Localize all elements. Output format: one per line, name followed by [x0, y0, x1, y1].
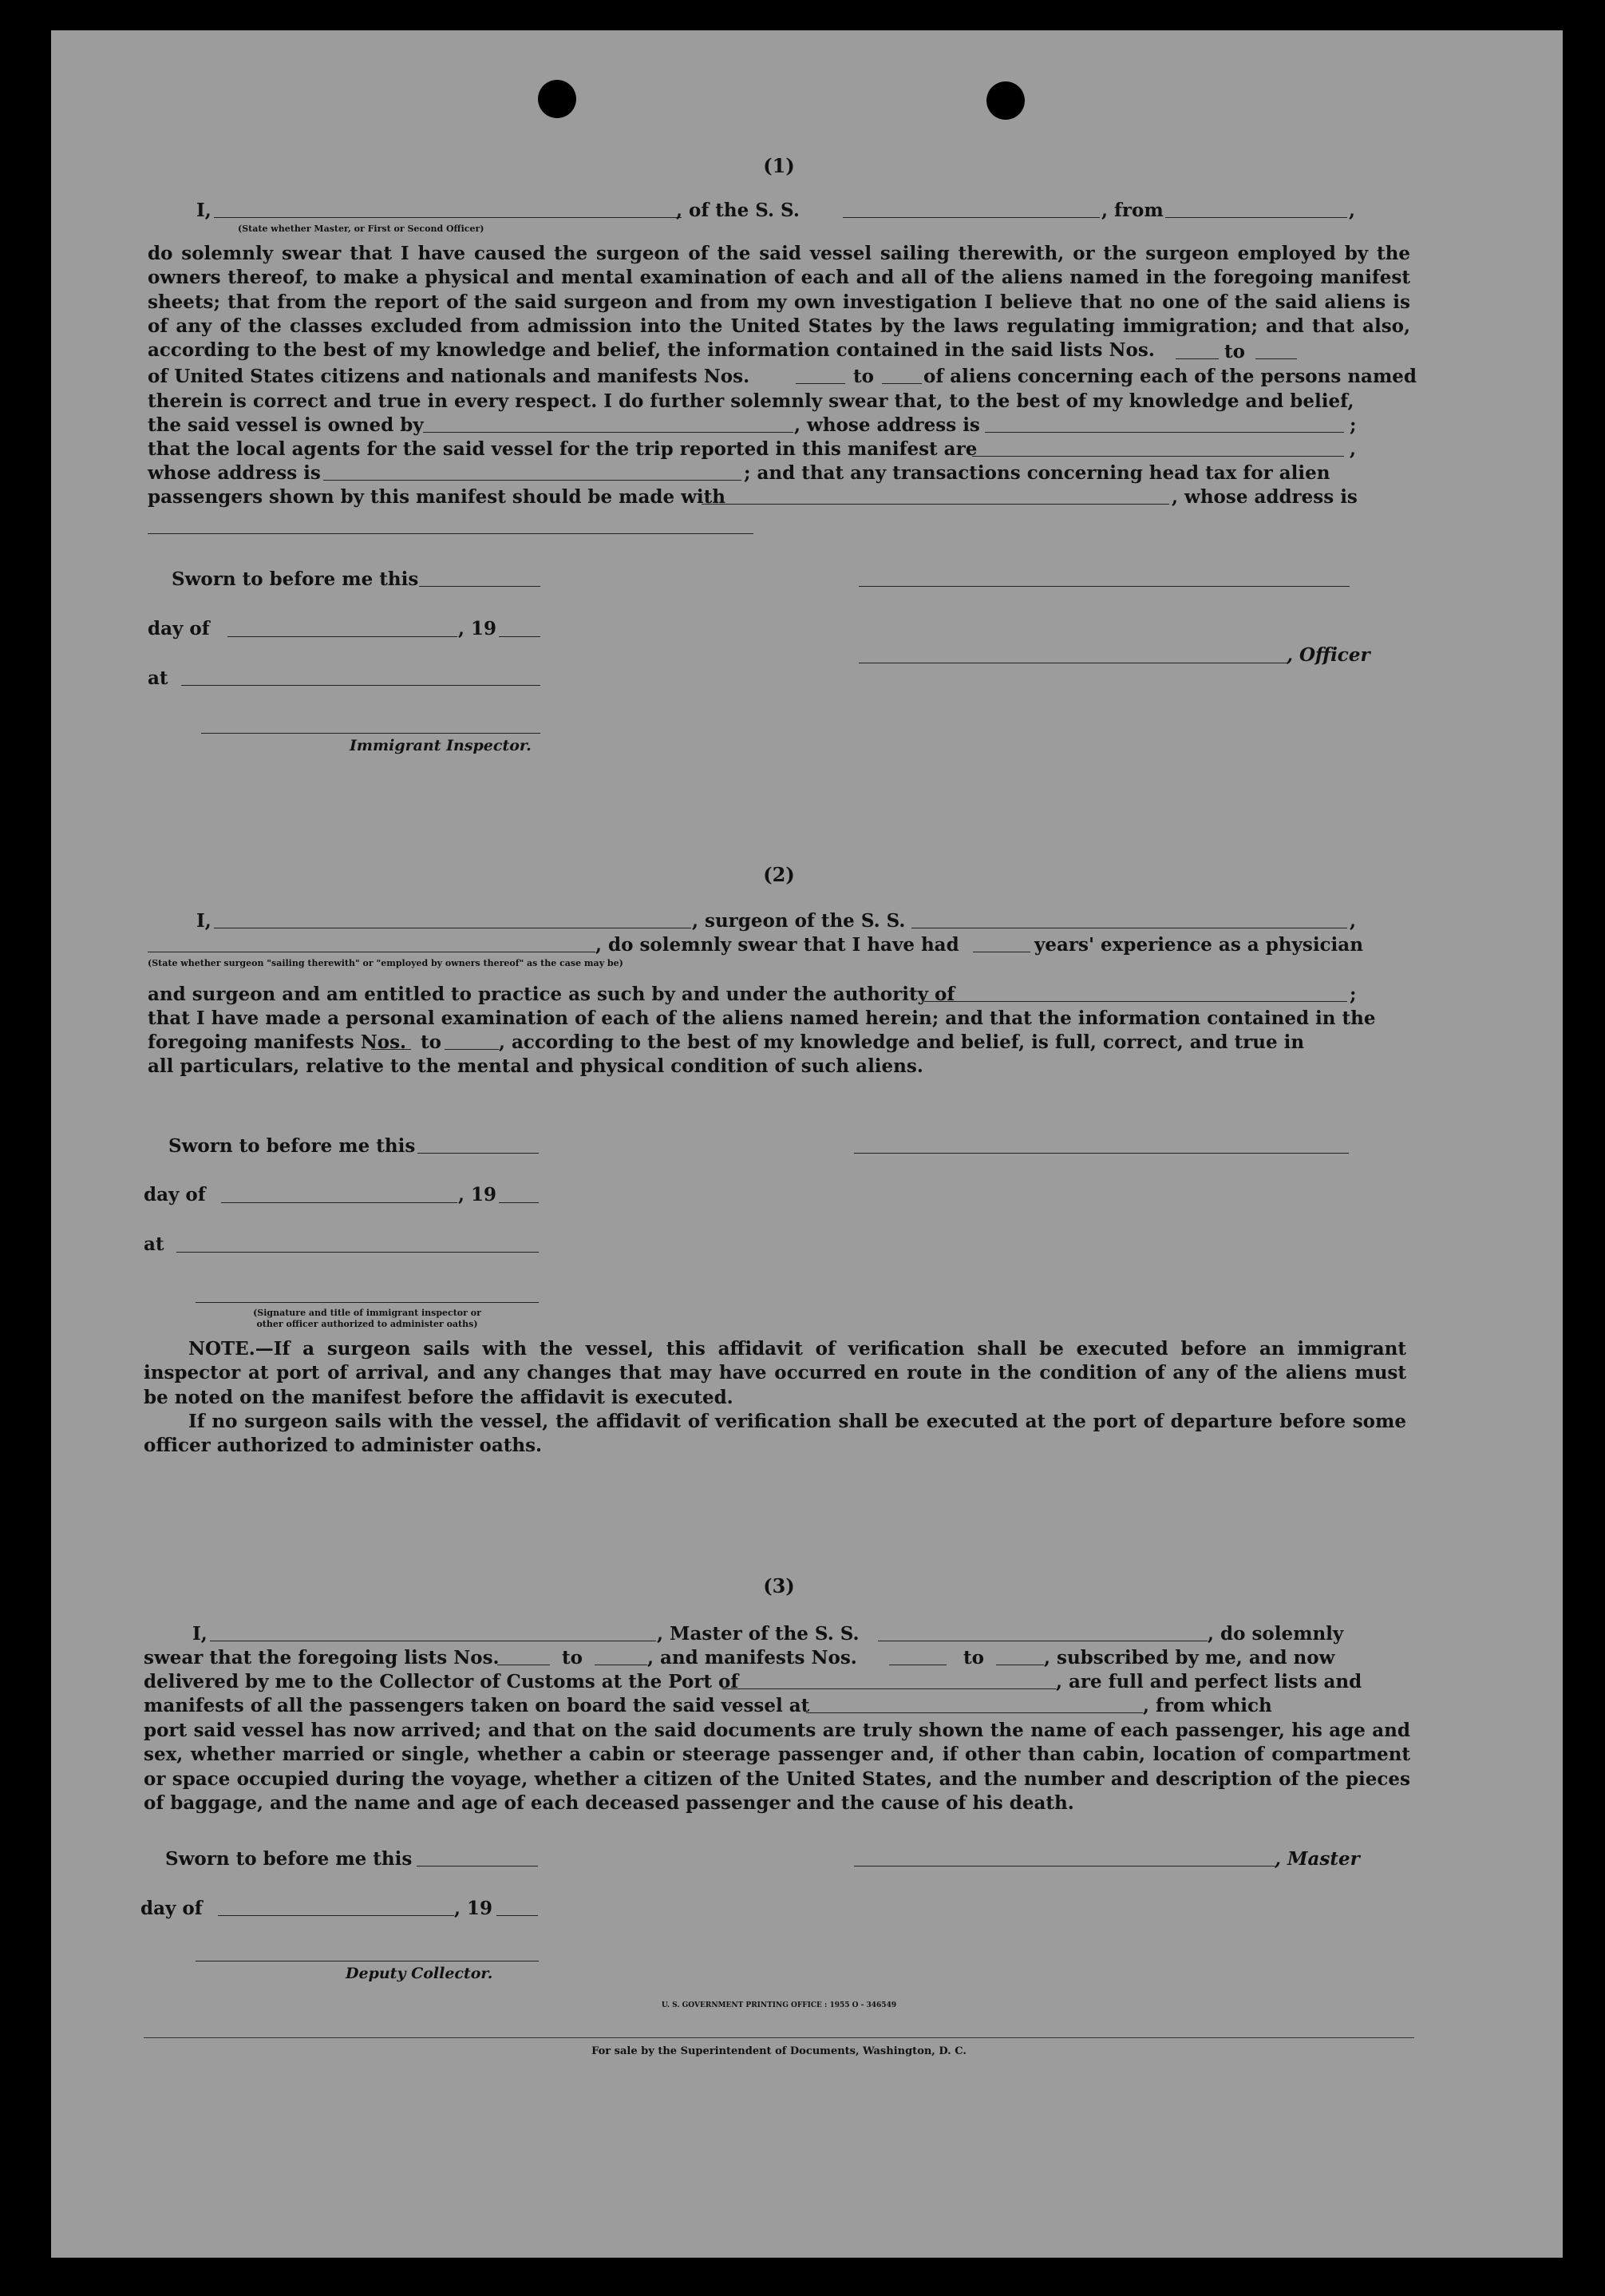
master-name-field[interactable]: [214, 217, 682, 218]
section-3-number: (3): [763, 1574, 795, 1597]
particulars-text: all particulars, relative to the mental and physical condition of such aliens.: [148, 1055, 923, 1077]
i-prefix: I,: [192, 1623, 208, 1645]
surgeon-experience-line: [148, 934, 1410, 968]
oath-text: do solemnly swear that I have caused the surgeon of the said vessel sailing therewith, or the surgeon employed by the owners thereof, to make a physical and mental examination of each and all of the aliens named in the foregoing manifest sheets; that from the report of the said surgeon and from my own investigation I believe that no one of the said aliens is of any of the classes excluded from admission into the United States by the laws regulating immigration; and that also, according to the best of my knowledge and belief, the information contained in the said lists Nos.: [148, 243, 1410, 362]
year-prefix: , 19: [458, 1184, 497, 1205]
foregoing-text: foregoing manifests Nos.: [148, 1031, 407, 1053]
local-agents-field[interactable]: [972, 456, 1344, 457]
at-field[interactable]: [176, 1252, 539, 1253]
day-of-label: day of: [148, 618, 210, 639]
lists-from-field[interactable]: [1176, 358, 1219, 359]
inspector-signature-line[interactable]: [196, 1302, 539, 1303]
and-manifests-text: , and manifests Nos.: [647, 1647, 857, 1669]
to-label: to: [963, 1647, 984, 1669]
from-label: , from: [1101, 200, 1164, 221]
punctuation: ;: [1350, 414, 1357, 436]
to-label: to: [1224, 341, 1245, 362]
note-label: NOTE.: [188, 1338, 255, 1360]
agents-address-line: [148, 462, 1410, 488]
punch-hole: [538, 80, 576, 118]
whose-address-label: , whose address is: [1172, 486, 1358, 508]
boarding-port-field[interactable]: [806, 1712, 1143, 1713]
owned-by-line: [148, 414, 1410, 440]
manifests-from-field[interactable]: [371, 1049, 411, 1050]
of-the-ss-label: , of the S. S.: [676, 200, 800, 221]
authority-text: and surgeon and am entitled to practice as such by and under the authority of: [148, 984, 955, 1005]
years-experience-text: years' experience as a physician: [1034, 934, 1363, 956]
agents-address-field[interactable]: [323, 480, 741, 481]
passengers-line: [148, 486, 1410, 512]
day-of-field[interactable]: [218, 1915, 454, 1916]
officer-signature-line[interactable]: [854, 1153, 1349, 1154]
lists-line: [144, 1647, 1410, 1673]
lists-to-field[interactable]: [1255, 358, 1297, 359]
local-agents-label: that the local agents for the said vessel for the trip reported in this manifest are: [148, 438, 978, 460]
authority-field[interactable]: [924, 1001, 1347, 1002]
according-text: , according to the best of my knowledge and belief, is full, correct, and true in: [499, 1031, 1305, 1053]
master-caption: , Master: [1275, 1848, 1360, 1870]
subscribed-text: , subscribed by me, and now: [1044, 1647, 1335, 1669]
whose-address-label: whose address is: [148, 462, 321, 484]
at-label: at: [148, 667, 168, 689]
foregoing-manifests-line: [148, 1031, 1410, 1057]
section-1-first-line: [148, 200, 1410, 234]
full-perfect-text: , are full and perfect lists and: [1056, 1671, 1362, 1692]
signature-caption-1: (Signature and title of immigrant inspector or: [253, 1308, 481, 1318]
inspector-caption: Immigrant Inspector.: [350, 737, 532, 754]
from-port-field[interactable]: [1165, 217, 1347, 218]
owner-address-field[interactable]: [985, 432, 1344, 433]
sworn-day-field[interactable]: [417, 1153, 539, 1154]
local-agents-line: [148, 438, 1410, 464]
day-of-field[interactable]: [221, 1202, 457, 1203]
do-solemnly-text: , do solemnly swear that I have had: [595, 934, 959, 956]
head-tax-address-field[interactable]: [148, 533, 753, 534]
punctuation: ,: [1350, 910, 1357, 932]
day-of-label: day of: [140, 1898, 203, 1919]
punch-hole: [986, 81, 1025, 120]
from-which-text: , from which: [1143, 1695, 1272, 1716]
manifests-to-field[interactable]: [445, 1049, 499, 1050]
authority-line: [148, 984, 1410, 1009]
surgeon-hint: (State whether surgeon "sailing therewith" or "employed by owners thereof" as the case may be): [148, 958, 623, 968]
section-2-number: (2): [763, 863, 795, 886]
day-of-label: day of: [144, 1184, 206, 1205]
manifests-of-all-text: manifests of all the passengers taken on board the said vessel at: [144, 1695, 810, 1716]
day-of-field[interactable]: [227, 636, 457, 637]
note-paragraph-1: [144, 1337, 1406, 1410]
officer-signature-line-1[interactable]: [859, 586, 1350, 587]
signature-caption-2: other officer authorized to administer oaths): [256, 1319, 478, 1329]
i-prefix: I,: [196, 200, 211, 221]
vessel-name-field[interactable]: [843, 217, 1100, 218]
owned-by-label: the said vessel is owned by: [148, 414, 424, 436]
particulars-line: [148, 1055, 1410, 1081]
sworn-day-field[interactable]: [419, 586, 540, 587]
delivered-text: delivered by me to the Collector of Customs at the Port of: [144, 1671, 739, 1692]
boarding-line: [144, 1695, 1410, 1720]
citizens-line: [148, 366, 1417, 391]
of-aliens-text: of aliens concerning each of the persons named: [923, 366, 1417, 387]
to-label: to: [562, 1647, 583, 1669]
master-of-ss-label: , Master of the S. S.: [657, 1623, 860, 1645]
oath-text: port said vessel has now arrived; and that on the said documents are truly shown the name of each passenger, his age and sex, whether married or single, whether a cabin or steerage passenger and, if other than cabin, location of compartment or space occupied during the voyage, whether a citizen of the United States, and the number and description of the pieces of baggage, and the name and age of each deceased passenger and the cause of his death.: [144, 1720, 1410, 1814]
section-1-number: (1): [763, 154, 795, 177]
sworn-label: Sworn to before me this: [165, 1848, 413, 1870]
head-tax-contact-field[interactable]: [702, 504, 1169, 505]
note-text-1: —If a surgeon sails with the vessel, this affidavit of verification shall be executed before an immigrant inspector at port of arrival, and any changes that may have occurred en route in the condition of any of the aliens must be noted on the manifest before the affidavit is executed.: [144, 1338, 1406, 1408]
swear-lists-text: swear that the foregoing lists Nos.: [144, 1647, 500, 1669]
year-field[interactable]: [499, 636, 540, 637]
to-label: to: [421, 1031, 441, 1053]
lists-numbers-line: [148, 341, 1410, 366]
collector-caption: Deputy Collector.: [346, 1965, 493, 1982]
punctuation: ,: [1349, 200, 1356, 221]
inspector-signature-line[interactable]: [201, 733, 540, 734]
printing-office-line: U. S. GOVERNMENT PRINTING OFFICE : 1955 O - 346549: [661, 2001, 897, 2009]
port-line: [144, 1671, 1410, 1696]
to-label: to: [853, 366, 874, 387]
year-field[interactable]: [499, 1202, 539, 1203]
owner-field[interactable]: [423, 432, 793, 433]
passengers-text: passengers shown by this manifest should be made with: [148, 486, 725, 508]
note-paragraph-2: [144, 1410, 1406, 1459]
punctuation: ,: [1350, 438, 1357, 460]
citizens-text: of United States citizens and nationals and manifests Nos.: [148, 366, 750, 387]
sworn-label: Sworn to before me this: [168, 1135, 416, 1157]
whose-address-label: , whose address is: [794, 414, 980, 436]
section-2-first-line: [148, 910, 1410, 936]
year-prefix: , 19: [458, 618, 497, 639]
i-prefix: I,: [196, 910, 211, 932]
examination-text: that I have made a personal examination of each of the aliens named herein; and that the information contained in the: [148, 1007, 1376, 1029]
therein-line: [148, 390, 1410, 416]
for-sale-line: For sale by the Superintendent of Documents, Washington, D. C.: [591, 2045, 967, 2057]
section-3-first-line: [148, 1623, 1410, 1649]
manifests-to-field[interactable]: [882, 383, 922, 384]
year-prefix: , 19: [454, 1898, 493, 1919]
port-field[interactable]: [722, 1688, 1056, 1689]
surgeon-of-ss-label: , surgeon of the S. S.: [692, 910, 906, 932]
at-label: at: [144, 1233, 164, 1255]
officer-caption: , Officer: [1287, 644, 1370, 666]
punctuation: ;: [1350, 984, 1357, 1005]
footer-rule: [144, 2037, 1414, 2038]
at-field[interactable]: [181, 685, 540, 686]
examination-line: [148, 1007, 1410, 1033]
do-solemnly-text: , do solemnly: [1208, 1623, 1344, 1645]
head-tax-text: ; and that any transactions concerning head tax for alien: [744, 462, 1330, 484]
role-hint: (State whether Master, or First or Second Officer): [238, 224, 484, 234]
note-text-2: If no surgeon sails with the vessel, the affidavit of verification shall be executed at the port of departure before some officer authorized to administer oaths.: [144, 1411, 1406, 1457]
section-3-body: [144, 1719, 1410, 1818]
year-field[interactable]: [496, 1915, 538, 1916]
manifests-from-field[interactable]: [796, 383, 845, 384]
therein-text: therein is correct and true in every respect. I do further solemnly swear that, to the best of my knowledge and belief,: [148, 390, 1354, 412]
sworn-label: Sworn to before me this: [172, 568, 419, 590]
